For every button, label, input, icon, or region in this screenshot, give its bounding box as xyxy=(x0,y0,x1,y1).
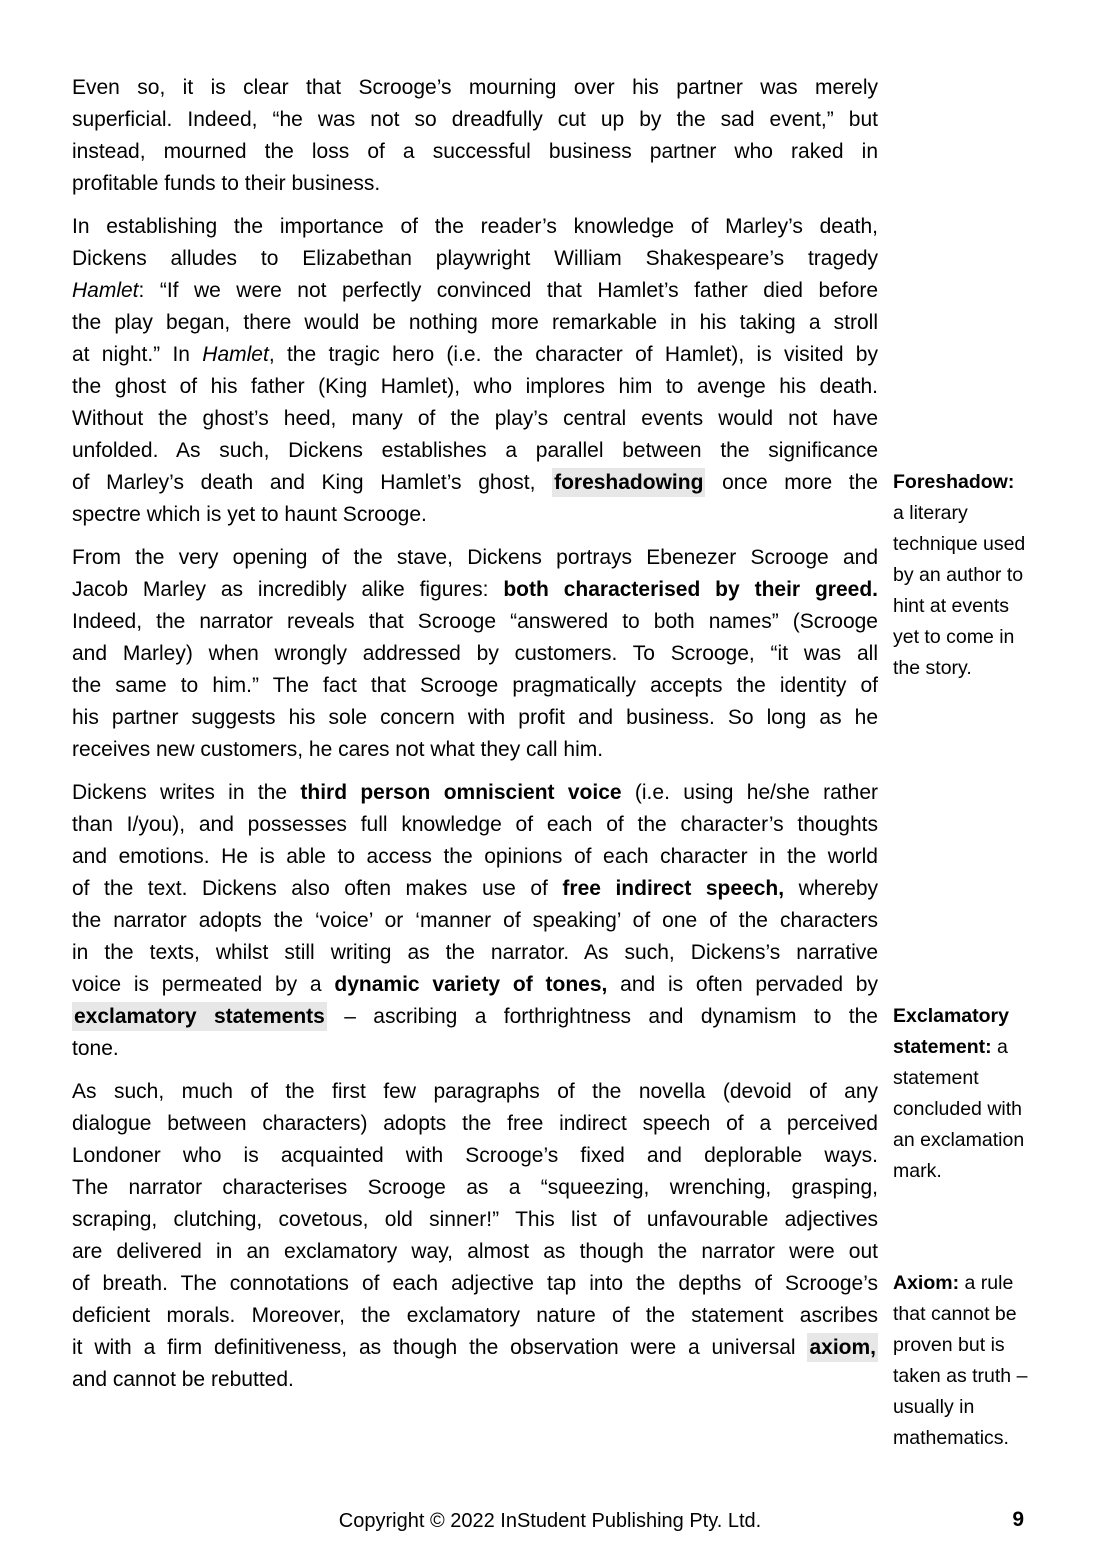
body-text-line xyxy=(72,809,878,841)
body-text-line xyxy=(72,606,878,638)
bold-term: statement: xyxy=(893,1036,992,1058)
text-segment: Indeed, the narrator reveals that Scrooge “answered to both names” (Scrooge xyxy=(72,610,878,633)
body-text-line xyxy=(72,905,878,937)
text-segment: a xyxy=(991,1036,1008,1058)
margin-note-foreshadow xyxy=(893,467,1043,684)
text-segment: tone. xyxy=(72,1037,119,1060)
body-text-line xyxy=(72,702,878,734)
text-segment: From the very opening of the stave, Dickens portrays Ebenezer Scrooge and xyxy=(72,546,878,569)
body-text-line xyxy=(72,670,878,702)
bold-term: both characterised by their greed. xyxy=(503,578,878,601)
text-segment: deficient morals. Moreover, the exclamatory nature of the statement ascribes xyxy=(72,1304,878,1327)
body-text-line xyxy=(72,275,878,307)
body-text-column xyxy=(72,72,878,1407)
text-segment: by an author to xyxy=(893,564,1024,586)
body-text-line xyxy=(72,1140,878,1172)
margin-note-line xyxy=(893,1361,1043,1392)
body-text-line xyxy=(72,168,878,200)
italic-title: Hamlet xyxy=(72,279,139,302)
text-segment: and Marley) when wrongly addressed by customers. To Scrooge, “it was all xyxy=(72,642,878,665)
body-text-line xyxy=(72,1172,878,1204)
text-segment: and cannot be rebutted. xyxy=(72,1368,294,1391)
body-text-line xyxy=(72,136,878,168)
text-segment: hint at events xyxy=(893,595,1009,617)
text-segment: in the texts, whilst still writing as the narrator. As such, Dickens’s narrative xyxy=(72,941,878,964)
body-text-line xyxy=(72,969,878,1001)
text-segment: Without the ghost’s heed, many of the play’s central events would not have xyxy=(72,407,878,430)
body-text-line xyxy=(72,841,878,873)
margin-note-line xyxy=(893,1001,1043,1032)
body-text-line xyxy=(72,307,878,339)
body-text-line xyxy=(72,1300,878,1332)
text-segment: dialogue between characters) adopts the free indirect speech of a perceived xyxy=(72,1112,878,1135)
margin-note-line xyxy=(893,1392,1043,1423)
body-text-line xyxy=(72,1108,878,1140)
bold-term: Foreshadow: xyxy=(893,471,1015,493)
body-text-line xyxy=(72,574,878,606)
paragraph xyxy=(72,211,878,531)
text-segment: technique used xyxy=(893,533,1026,555)
text-segment: spectre which is yet to haunt Scrooge. xyxy=(72,503,427,526)
text-segment: the narrator adopts the ‘voice’ or ‘manner of speaking’ of one of the characters xyxy=(72,909,878,932)
margin-note-line xyxy=(893,591,1043,622)
body-text-line xyxy=(72,542,878,574)
text-segment: proven but is xyxy=(893,1334,1005,1356)
text-segment: at night.” In xyxy=(72,343,203,366)
text-segment: – ascribing a forthrightness and dynamism to the xyxy=(326,1005,878,1028)
text-segment: that cannot be xyxy=(893,1303,1017,1325)
paragraph xyxy=(72,542,878,766)
text-segment: of the text. Dickens also often makes use of xyxy=(72,877,563,900)
text-segment: a literary xyxy=(893,502,968,524)
copyright-text: Copyright © 2022 InStudent Publishing Pty. Ltd. xyxy=(338,1510,762,1532)
text-segment: As such, much of the first few paragraphs of the novella (devoid of any xyxy=(72,1080,878,1103)
margin-note-line xyxy=(893,1156,1043,1187)
margin-note-line xyxy=(893,560,1043,591)
paragraph xyxy=(72,72,878,200)
body-text-line xyxy=(72,467,878,499)
body-text-line xyxy=(72,211,878,243)
highlighted-term: foreshadowing xyxy=(552,468,705,497)
text-segment: superficial. Indeed, “he was not so dreadfully cut up by the sad event,” but xyxy=(72,108,878,131)
text-segment: statement xyxy=(893,1067,979,1089)
text-segment: scraping, clutching, covetous, old sinner!” This list of unfavourable adjectives xyxy=(72,1208,878,1231)
body-text-line xyxy=(72,403,878,435)
margin-note-line xyxy=(893,1268,1043,1299)
text-segment: it with a firm definitiveness, as though the observation were a universal xyxy=(72,1336,808,1359)
text-segment: the story. xyxy=(893,657,972,679)
text-segment: receives new customers, he cares not what they call him. xyxy=(72,738,604,761)
text-segment: the ghost of his father (King Hamlet), who implores him to avenge his death. xyxy=(72,375,878,398)
text-segment: the play began, there would be nothing more remarkable in his taking a stroll xyxy=(72,311,878,334)
body-text-line xyxy=(72,1332,878,1364)
body-text-line xyxy=(72,777,878,809)
body-text-line xyxy=(72,1033,878,1065)
text-segment: instead, mourned the loss of a successful business partner who raked in xyxy=(72,140,878,163)
bold-term: Exclamatory xyxy=(893,1005,1009,1027)
text-segment: : “If we were not perfectly convinced that Hamlet’s father died before xyxy=(138,279,878,302)
text-segment: once more the xyxy=(705,471,878,494)
text-segment: are delivered in an exclamatory way, almost as though the narrator were out xyxy=(72,1240,878,1263)
text-segment: The narrator characterises Scrooge as a “squeezing, wrenching, grasping, xyxy=(72,1176,878,1199)
body-text-line xyxy=(72,638,878,670)
body-text-line xyxy=(72,873,878,905)
body-text-line xyxy=(72,104,878,136)
italic-title: Hamlet xyxy=(202,343,269,366)
text-segment: Dickens alludes to Elizabethan playwright William Shakespeare’s tragedy xyxy=(72,247,878,270)
body-text-line xyxy=(72,734,878,766)
margin-note-line xyxy=(893,653,1043,684)
bold-term: dynamic variety of tones, xyxy=(334,973,608,996)
body-text-line xyxy=(72,937,878,969)
text-segment: the same to him.” The fact that Scrooge pragmatically accepts the identity of xyxy=(72,674,878,697)
margin-note-line xyxy=(893,1125,1043,1156)
margin-note-line xyxy=(893,498,1043,529)
text-segment: an exclamation xyxy=(893,1129,1025,1151)
text-segment: and is often pervaded by xyxy=(607,973,878,996)
highlighted-term: exclamatory statements xyxy=(72,1002,327,1031)
margin-note-line xyxy=(893,1299,1043,1330)
body-text-line xyxy=(72,435,878,467)
text-segment: Londoner who is acquainted with Scrooge’s fixed and deplorable ways. xyxy=(72,1144,878,1167)
text-segment: voice is permeated by a xyxy=(72,973,335,996)
margin-note-line xyxy=(893,1423,1043,1454)
text-segment: taken as truth – xyxy=(893,1365,1028,1387)
margin-note-line xyxy=(893,1094,1043,1125)
body-text-line xyxy=(72,339,878,371)
text-segment: (i.e. using he/she rather xyxy=(621,781,878,804)
margin-note-line xyxy=(893,467,1043,498)
text-segment: Dickens writes in the xyxy=(72,781,301,804)
paragraph xyxy=(72,1076,878,1396)
text-segment: of Marley’s death and King Hamlet’s ghost, xyxy=(72,471,553,494)
body-text-line xyxy=(72,1204,878,1236)
text-segment: and emotions. He is able to access the opinions of each character in the world xyxy=(72,845,878,868)
bold-term: free indirect speech, xyxy=(562,877,785,900)
text-segment: yet to come in xyxy=(893,626,1015,648)
margin-note-line xyxy=(893,1063,1043,1094)
body-text-line xyxy=(72,499,878,531)
margin-note-exclamatory-statement xyxy=(893,1001,1043,1187)
margin-note-line xyxy=(893,1330,1043,1361)
margin-note-axiom xyxy=(893,1268,1043,1454)
text-segment: than I/you), and possesses full knowledge of each of the character’s thoughts xyxy=(72,813,878,836)
body-text-line xyxy=(72,1076,878,1108)
highlighted-term: axiom, xyxy=(807,1333,878,1362)
text-segment: of breath. The connotations of each adjective tap into the depths of Scrooge’s xyxy=(72,1272,878,1295)
margin-note-line xyxy=(893,622,1043,653)
text-segment: unfolded. As such, Dickens establishes a parallel between the significance xyxy=(72,439,878,462)
bold-term: third person omniscient voice xyxy=(300,781,622,804)
body-text-line xyxy=(72,1364,878,1396)
page-number: 9 xyxy=(1012,1508,1024,1531)
body-text-line xyxy=(72,1001,878,1033)
body-text-line xyxy=(72,1268,878,1300)
margin-note-line xyxy=(893,529,1043,560)
text-segment: , the tragic hero (i.e. the character of Hamlet), is visited by xyxy=(268,343,878,366)
text-segment: profitable funds to their business. xyxy=(72,172,381,195)
text-segment: whereby xyxy=(784,877,878,900)
text-segment: mark. xyxy=(893,1160,942,1182)
bold-term: Axiom: xyxy=(893,1272,960,1294)
margin-note-line xyxy=(893,1032,1043,1063)
text-segment: usually in xyxy=(893,1396,975,1418)
text-segment: his partner suggests his sole concern with profit and business. So long as he xyxy=(72,706,878,729)
text-segment: In establishing the importance of the reader’s knowledge of Marley’s death, xyxy=(72,215,878,238)
body-text-line xyxy=(72,243,878,275)
text-segment: Jacob Marley as incredibly alike figures: xyxy=(72,578,504,601)
body-text-line xyxy=(72,371,878,403)
body-text-line xyxy=(72,1236,878,1268)
text-segment: concluded with xyxy=(893,1098,1022,1120)
text-segment: a rule xyxy=(959,1272,1014,1294)
text-segment: mathematics. xyxy=(893,1427,1009,1449)
paragraph xyxy=(72,777,878,1065)
body-text-line xyxy=(72,72,878,104)
text-segment: Even so, it is clear that Scrooge’s mourning over his partner was merely xyxy=(72,76,878,99)
